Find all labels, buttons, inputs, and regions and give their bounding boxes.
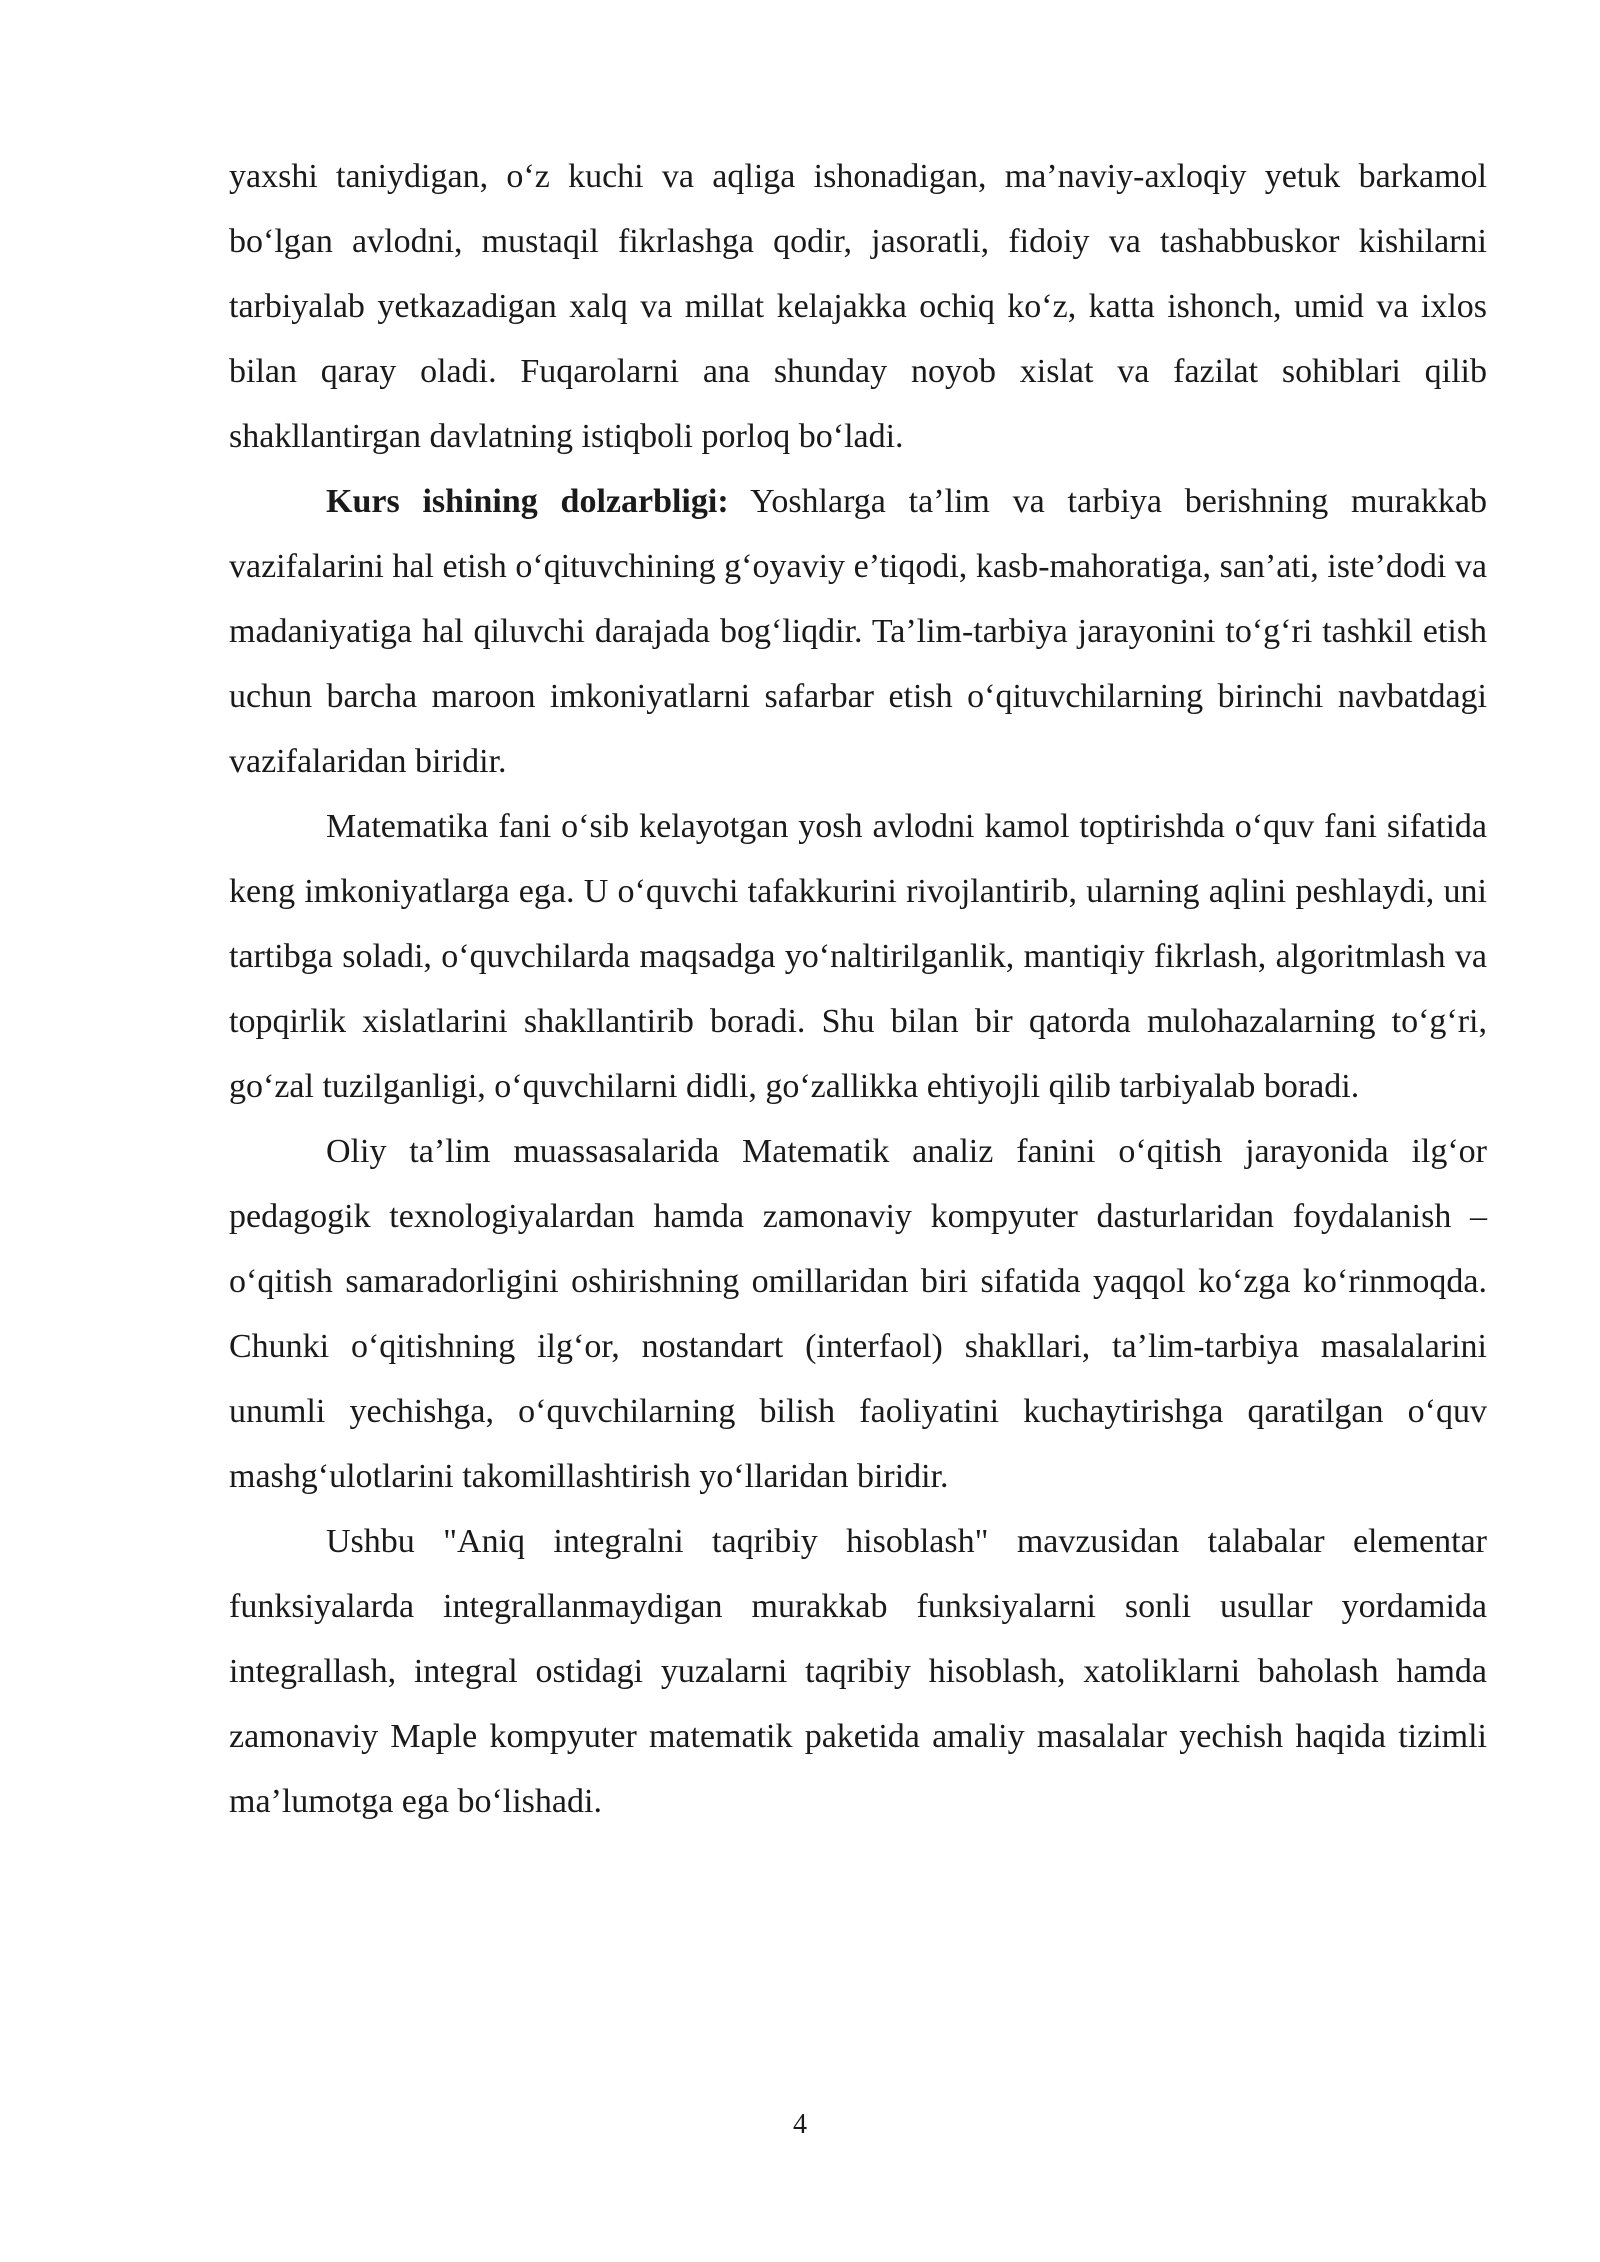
paragraph-text: Oliy ta’lim muassasalarida Matematik analiz fanini o‘qitish jarayonida ilg‘or pedagogik texnologiyalardan hamda zamonaviy kompyuter dasturlaridan foydalanish – o‘qitish samaradorligini oshirishning omillaridan biri sifatida yaqqol ko‘zga ko‘rinmoqda. Chunki o‘qitishning ilg‘or, nostandart (interfaol) shakllari, ta’lim-tarbiya masalalarini unumli yechishga, o‘quvchilarning bilish faoliyatini kuchaytirishga qaratilgan o‘quv mashg‘ulotlarini takomillashtirish yo‘llaridan biridir. [229,1133,1487,1495]
paragraph-mathematics [229,794,1487,1119]
page-number: 4 [793,2109,807,2140]
paragraph-text: yaxshi taniydigan, o‘z kuchi va aqliga ishonadigan, ma’naviy-axloqiy yetuk barkamol bo‘lgan avlodni, mustaqil fikrlashga qodir, jasoratli, fidoiy va tashabbuskor kishilarni tarbiyalab yetkazadigan xalq va millat kelajakka ochiq ko‘z, katta ishonch, umid va ixlos bilan qaray oladi. Fuqarolarni ana shunday noyob xislat va fazilat sohiblari qilib shakllantirgan davlatning istiqboli porloq bo‘ladi. [229,158,1487,455]
paragraph-higher-education [229,1119,1487,1509]
paragraph-text: Matematika fani o‘sib kelayotgan yosh avlodni kamol toptirishda o‘quv fani sifatida keng imkoniyatlarga ega. U o‘quvchi tafakkurini rivojlantirib, ularning aqlini peshlaydi, uni tartibga soladi, o‘quvchilarda maqsadga yo‘naltirilganlik, mantiqiy fikrlash, algoritmlash va topqirlik xislatlarini shakllantirib boradi. Shu bilan bir qatorda mulohazalarning to‘g‘ri, go‘zal tuzilganligi, o‘quvchilarni didli, go‘zallikka ehtiyojli qilib tarbiyalab boradi. [229,808,1487,1105]
paragraph-heading: Kurs ishining dolzarbligi: [326,483,729,520]
paragraph-relevance [229,469,1487,794]
body-text [229,144,1487,1834]
paragraph-continuation [229,144,1487,469]
paragraph-topic [229,1509,1487,1834]
paragraph-text: Ushbu "Aniq integralni taqribiy hisoblash" mavzusidan talabalar elementar funksiyalarda integrallanmaydigan murakkab funksiyalarni sonli usullar yordamida integrallash, integral ostidagi yuzalarni taqribiy hisoblash, xatoliklarni baholash hamda zamonaviy Maple kompyuter matematik paketida amaliy masalalar yechish haqida tizimli ma’lumotga ega bo‘lishadi. [229,1523,1487,1820]
paragraph-text: Yoshlarga ta’lim va tarbiya berishning murakkab vazifalarini hal etish o‘qituvchining g‘oyaviy e’tiqodi, kasb-mahoratiga, san’ati, iste’dodi va madaniyatiga hal qiluvchi darajada bog‘liqdir. Ta’lim-tarbiya jarayonini to‘g‘ri tashkil etish uchun barcha maroon imkoniyatlarni safarbar etish o‘qituvchilarning birinchi navbatdagi vazifalaridan biridir. [229,483,1487,780]
